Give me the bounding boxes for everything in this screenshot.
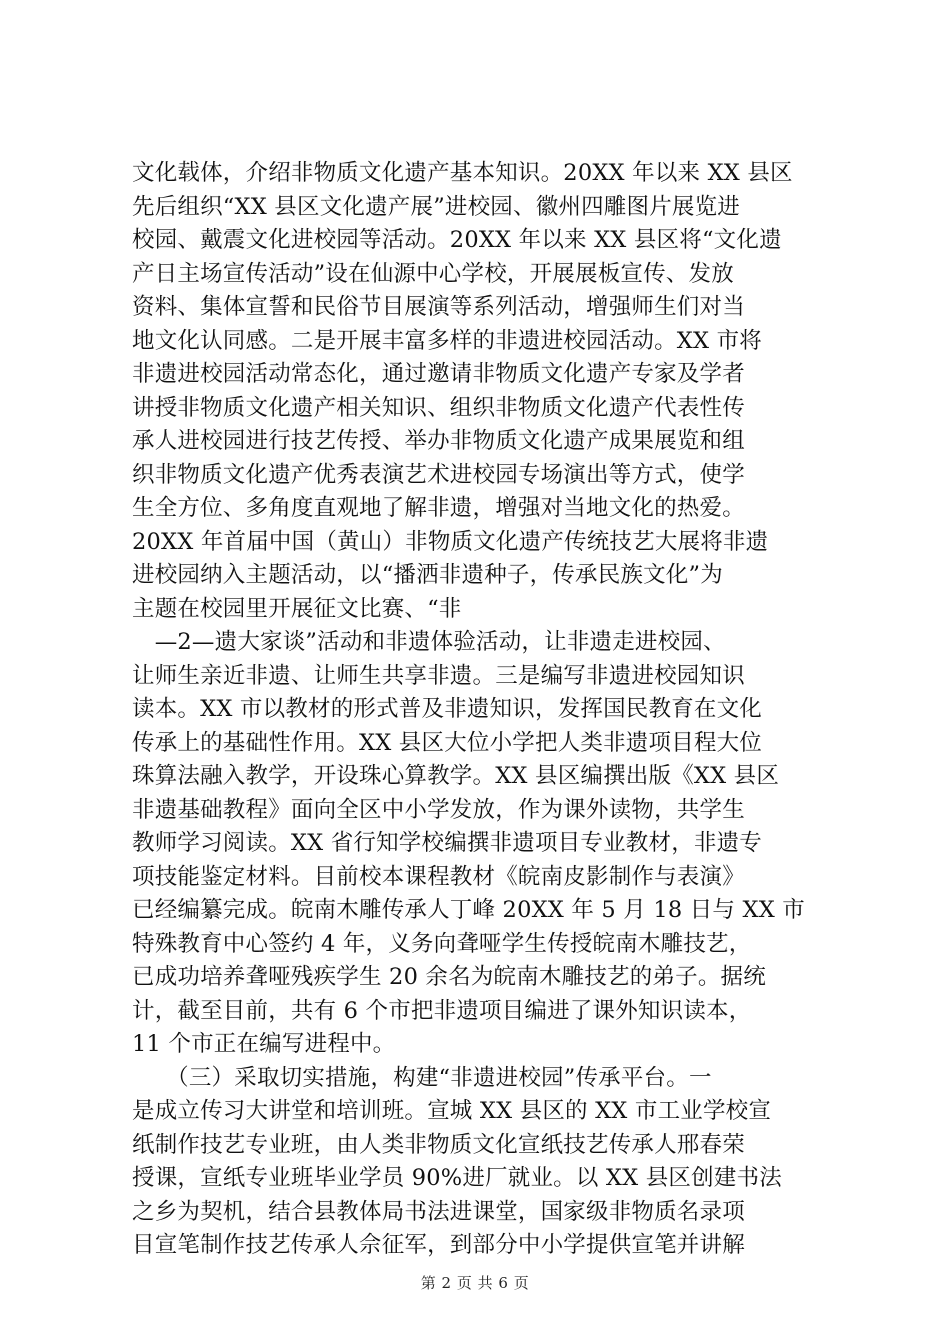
text-line: 承人进校园进行技艺传授、举办非物质文化遗产成果展览和组 [132, 428, 745, 454]
text-line: 进校园纳入主题活动，以“播洒非遗种子，传承民族文化”为 [132, 562, 723, 588]
text-line: 特殊教育中心签约 4 年，义务向聋哑学生传授皖南木雕技艺， [132, 930, 752, 957]
text-line: 让师生亲近非遗、让师生共享非遗。三是编写非遗进校园知识 [132, 662, 745, 689]
body-text [132, 157, 832, 1263]
page-footer [0, 1272, 950, 1293]
text-line: 讲授非物质文化遗产相关知识、组织非物质文化遗产代表性传 [132, 394, 745, 421]
text-line: 计，截至目前，共有 6 个市把非遗项目编进了课外知识读本， [132, 997, 752, 1024]
text-line: 织非物质文化遗产优秀表演艺术进校园专场演出等方式，使学 [132, 461, 745, 488]
text-line: 地文化认同感。二是开展丰富多样的非遗进校园活动。XX 市将 [132, 327, 762, 354]
text-line: 生全方位、多角度直观地了解非遗，增强对当地文化的热爱。 [132, 495, 745, 521]
text-line: 目宣笔制作技艺传承人佘征军，到部分中小学提供宣笔并讲解 [132, 1232, 745, 1258]
text-line: 是成立传习大讲堂和培训班。宣城 XX 县区的 XX 市工业学校宣 [132, 1098, 772, 1124]
text-line: 20XX 年首届中国（黄山）非物质文化遗产传统技艺大展将非遗 [132, 528, 769, 555]
text-line: 传承上的基础性作用。XX 县区大位小学把人类非遗项目程大位 [132, 729, 762, 756]
text-line: 非遗进校园活动常态化，通过邀请非物质文化遗产专家及学者 [132, 361, 745, 387]
text-line: 已经编纂完成。皖南木雕传承人丁峰 20XX 年 5 月 18 日与 XX 市 [132, 897, 805, 923]
text-line: 授课，宣纸专业班毕业学员 90%进厂就业。以 XX 县区创建书法 [132, 1165, 782, 1191]
text-line: 文化载体，介绍非物质文化遗产基本知识。20XX 年以来 XX 县区 [132, 160, 793, 186]
text-line: 11 个市正在编写进程中。 [132, 1031, 396, 1057]
text-line: 珠算法融入教学，开设珠心算教学。XX 县区编撰出版《XX 县区 [132, 763, 780, 789]
text-line: 校园、戴震文化进校园等活动。20XX 年以来 XX 县区将“文化遗 [132, 227, 782, 253]
page-number-label: 第 2 页 共 6 页 [420, 1274, 530, 1292]
text-line: （三）采取切实措施，构建“非遗进校园”传承平台。一 [132, 1064, 712, 1091]
text-line: 已成功培养聋哑残疾学生 20 余名为皖南木雕技艺的弟子。据统 [132, 964, 766, 990]
text-line: 主题在校园里开展征文比赛、“非 [132, 595, 462, 622]
text-line: 纸制作技艺专业班，由人类非物质文化宣纸技艺传承人邢春荣 [132, 1131, 745, 1158]
text-line: 资料、集体宣誓和民俗节目展演等系列活动，增强师生们对当 [132, 294, 745, 320]
text-line: 项技能鉴定材料。目前校本课程教材《皖南皮影制作与表演》 [132, 863, 745, 890]
text-line: 非遗基础教程》面向全区中小学发放，作为课外读物，共学生 [132, 796, 745, 823]
text-line: 产日主场宣传活动”设在仙源中心学校，开展展板宣传、发放 [132, 260, 734, 287]
text-line: 教师学习阅读。XX 省行知学校编撰非遗项目专业教材，非遗专 [132, 830, 762, 856]
text-line: 先后组织“XX 县区文化遗产展”进校园、徽州四雕图片展览进 [132, 193, 740, 220]
text-line: —2—遗大家谈”活动和非遗体验活动，让非遗走进校园、 [132, 629, 726, 655]
text-line: 读本。XX 市以教材的形式普及非遗知识，发挥国民教育在文化 [132, 696, 762, 722]
text-line: 之乡为契机，结合县教体局书法进课堂，国家级非物质名录项 [132, 1198, 745, 1225]
